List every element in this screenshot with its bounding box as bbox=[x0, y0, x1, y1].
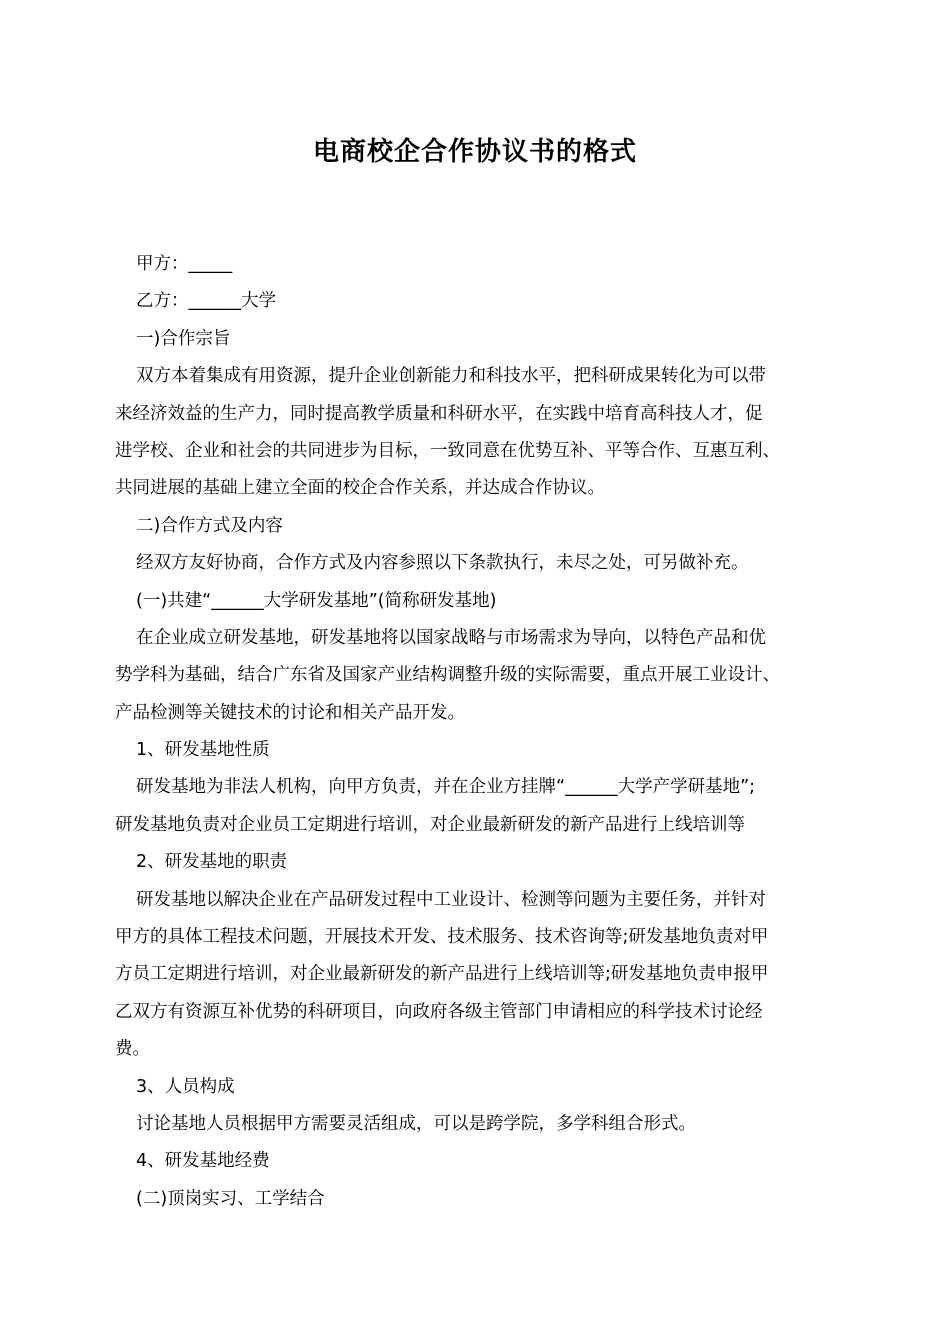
text-line: 4、研发基地经费 bbox=[136, 1151, 270, 1172]
text-line: (二)顶岗实习、工学结合 bbox=[136, 1188, 325, 1209]
text-line: 讨论基地人员根据甲方需要灵活组成，可以是跨学院，多学科组合形式。 bbox=[136, 1113, 696, 1134]
text-line: 甲方的具体工程技术问题，开展技术开发、技术服务、技术咨询等;研发基地负责对甲 bbox=[115, 927, 769, 948]
text-line: 经双方友好协商，合作方式及内容参照以下条款执行，未尽之处，可另做补充。 bbox=[136, 553, 749, 574]
text-line: 共同进展的基础上建立全面的校企合作关系，并达成合作协议。 bbox=[115, 478, 605, 499]
text-line: 甲方：_____ bbox=[136, 254, 233, 274]
text-line: 在企业成立研发基地，研发基地将以国家战略与市场需求为导向，以特色产品和优 bbox=[136, 627, 766, 648]
text-line: 二)合作方式及内容 bbox=[136, 515, 283, 536]
text-line: 产品检测等关键技术的讨论和相关产品开发。 bbox=[115, 702, 465, 723]
text-line: 1、研发基地性质 bbox=[136, 740, 270, 761]
text-line: 来经济效益的生产力，同时提高教学质量和科研水平，在实践中培育高科技人才，促 bbox=[115, 403, 763, 424]
text-line: (一)共建“______大学研发基地”(简称研发基地) bbox=[136, 590, 497, 611]
text-line: 双方本着集成有用资源，提升企业创新能力和科技水平，把科研成果转化为可以带 bbox=[136, 366, 766, 387]
text-line: 研发基地负责对企业员工定期进行培训，对企业最新研发的新产品进行上线培训等 bbox=[115, 814, 745, 835]
text-line: 乙双方有资源互补优势的科研项目，向政府各级主管部门申请相应的科学技术讨论经 bbox=[115, 1001, 763, 1022]
text-line: 研发基地为非法人机构，向甲方负责，并在企业方挂牌“______大学产学研基地”; bbox=[136, 777, 756, 798]
document-body bbox=[115, 246, 855, 1218]
text-line: 进学校、企业和社会的共同进步为目标，一致同意在优势互补、平等合作、互惠互利、 bbox=[115, 440, 780, 461]
text-line: 一)合作宗旨 bbox=[136, 328, 231, 349]
text-line: 2、研发基地的职责 bbox=[136, 852, 288, 873]
text-line: 方员工定期进行培训，对企业最新研发的新产品进行上线培训等;研发基地负责申报甲 bbox=[115, 964, 769, 985]
text-line: 势学科为基础，结合广东省及国家产业结构调整升级的实际需要，重点开展工业设计、 bbox=[115, 665, 780, 686]
text-line: 3、人员构成 bbox=[136, 1076, 235, 1097]
text-line: 研发基地以解决企业在产品研发过程中工业设计、检测等问题为主要任务，并针对 bbox=[136, 889, 766, 910]
document-title: 电商校企合作协议书的格式 bbox=[312, 137, 637, 167]
text-line: 乙方：______大学 bbox=[136, 291, 276, 312]
text-line: 费。 bbox=[115, 1039, 150, 1060]
